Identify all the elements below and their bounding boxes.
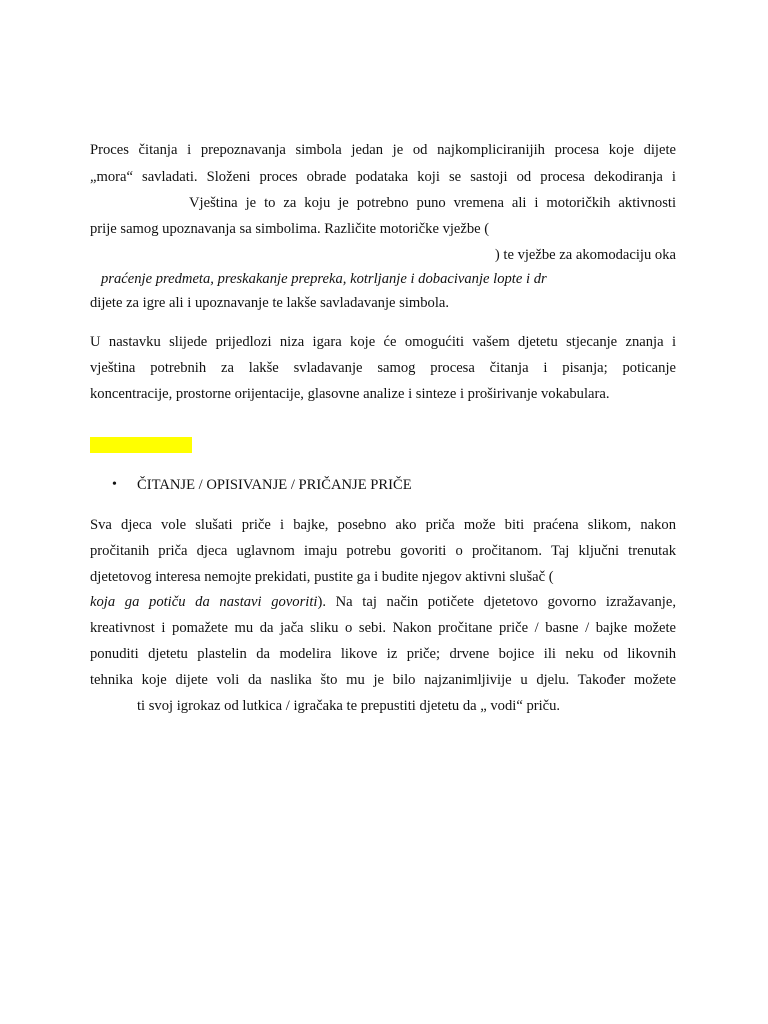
p3-line-3: djetetovog interesa nemojte prekidati, pustite ga i budite njegov aktivni slušač ( xyxy=(90,569,554,585)
yellow-highlight xyxy=(90,437,192,453)
bullet-icon: • xyxy=(112,477,117,492)
p2-line-2: vještina potrebnih za lakše svladavanje samog procesa čitanja i pisanja; poticanje xyxy=(90,360,676,376)
section-heading: ČITANJE / OPISIVANJE / PRIČANJE PRIČE xyxy=(137,477,412,493)
p1-line-5: ) te vježbe za akomodaciju oka xyxy=(494,247,676,263)
p1-line-1: Proces čitanja i prepoznavanja simbola jedan je od najkompliciranijih procesa koje dijete xyxy=(90,142,676,158)
p3-line-2: pročitanih priča djeca uglavnom imaju potrebu govoriti o pročitanom. Taj ključni trenutak xyxy=(90,543,676,559)
p3-line-6: ponuditi djetetu plastelin da modelira likove iz priče; drvene bojice ili neku od likovnih xyxy=(90,646,676,662)
p3-line-1: Sva djeca vole slušati priče i bajke, posebno ako priča može biti praćena slikom, nakon xyxy=(90,517,676,533)
p2-line-3: koncentracije, prostorne orijentacije, glasovne analize i sinteze i proširivanje vokabulara. xyxy=(90,386,610,402)
p3-line-4 xyxy=(90,593,676,611)
p1-line-6: praćenje predmeta, preskakanje prepreka, kotrljanje i dobacivanje lopte i dr xyxy=(101,271,547,287)
p1-line-4: prije samog upoznavanja sa simbolima. Različite motoričke vježbe ( xyxy=(90,221,490,237)
p3-line-8: ti svoj igrokaz od lutkica / igračaka te prepustiti djetetu da „ vodi“ priču. xyxy=(137,698,561,714)
p3-line-5: kreativnost i pomažete mu da jača sliku o sebi. Nakon pročitane priče / basne / bajke možete xyxy=(90,620,676,636)
p3-line-4-rest: ). Na taj način potičete djetetovo govorno izražavanje, xyxy=(317,594,676,610)
p3-line-7: tehnika koje dijete voli da naslika što mu je bilo najzanimljivije u djelu. Također možete xyxy=(90,672,676,688)
p1-line-7: dijete za igre ali i upoznavanje te lakše savladavanje simbola. xyxy=(90,295,450,311)
p3-line-4-italic: koja ga potiču da nastavi govoriti xyxy=(90,594,318,610)
p2-line-1: U nastavku slijede prijedlozi niza igara koje će omogućiti vašem djetetu stjecanje znanja i xyxy=(90,334,676,350)
p1-line-2: „mora“ savladati. Složeni proces obrade podataka koji se sastoji od procesa dekodiranja i xyxy=(90,169,676,185)
p1-line-3: Vještina je to za koju je potrebno puno vremena ali i motoričkih aktivnosti xyxy=(189,195,676,211)
